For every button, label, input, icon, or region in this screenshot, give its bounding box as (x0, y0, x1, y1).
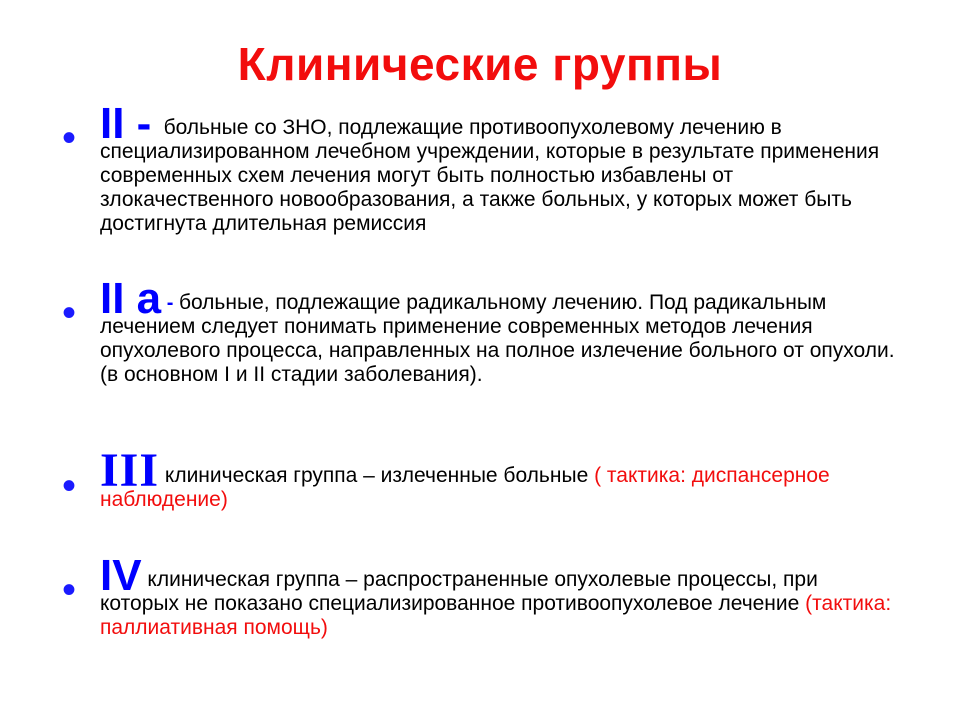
bullet-dot-icon: • (62, 291, 77, 335)
list-item-group-iv (100, 551, 900, 640)
group-tactic: ( тактика: диспансерное наблюдение) (100, 464, 830, 511)
group-key: IV (100, 551, 142, 600)
bullet-dot-icon: • (62, 116, 77, 160)
group-dash: - (124, 99, 164, 148)
bullet-dot-icon: • (62, 568, 77, 612)
group-description: больные со ЗНО, подлежащие противоопухолевому лечению в специализированном лечебном учреждении, которые в результате применения современных схем лечения могут быть полностью избавлены от злокачественного новообразования, а также больных, у которых может быть достигнута длительная ремиссия (100, 116, 880, 235)
list-item-group-ii (100, 99, 900, 236)
list-item-group-iia (100, 274, 900, 387)
bullet-dot-icon: • (62, 464, 77, 508)
slide-title: Клинические группы (237, 38, 723, 90)
group-key: II а (100, 274, 162, 323)
group-description: больные, подлежащие радикальному лечению. Под радикальным лечением следует понимать применение современных методов лечения опухолевого процесса, направленных на полное излечение больного от опухоли. (в основном I и II стадии заболевания). (100, 291, 895, 386)
list-item-group-iii (100, 444, 900, 512)
group-key: II (100, 99, 125, 148)
group-tactic: (тактика: паллиативная помощь) (100, 592, 892, 639)
group-key: III (100, 444, 160, 497)
group-description: клиническая группа – излеченные больные (164, 464, 589, 487)
group-dash: - (161, 292, 179, 314)
group-description: клиническая группа – распространенные опухолевые процессы, при которых не показано специализированное противоопухолевое лечение (100, 568, 818, 615)
